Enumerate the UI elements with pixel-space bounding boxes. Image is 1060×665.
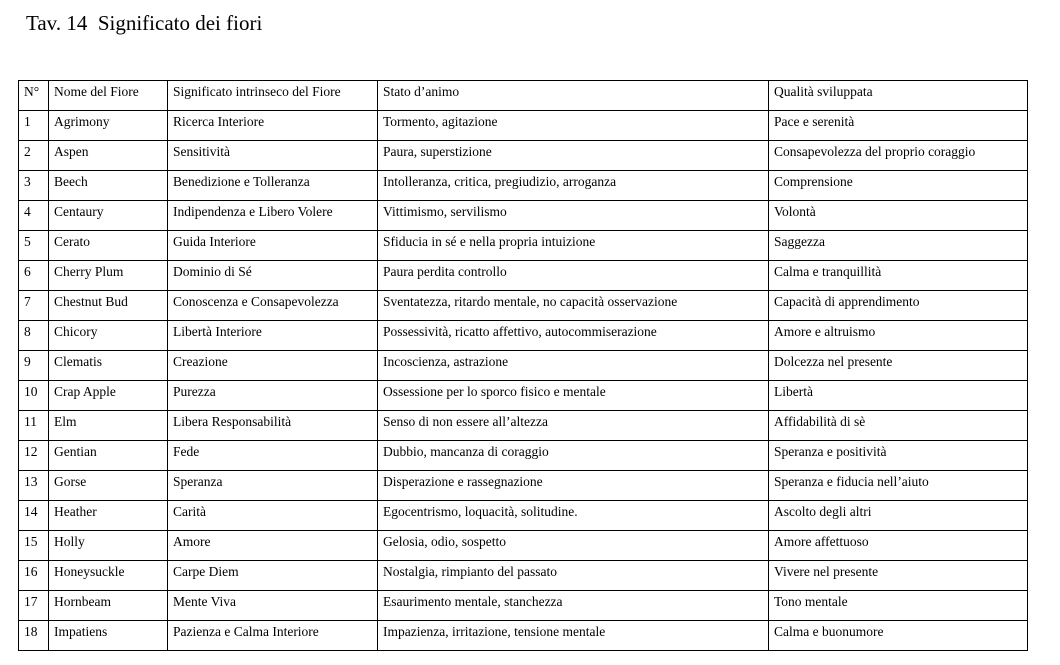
cell-state-of-mind: Nostalgia, rimpianto del passato [378, 561, 769, 591]
cell-developed-quality: Calma e tranquillità [769, 261, 1028, 291]
cell-intrinsic-meaning: Pazienza e Calma Interiore [168, 621, 378, 651]
cell-intrinsic-meaning: Libertà Interiore [168, 321, 378, 351]
cell-number: 1 [19, 111, 49, 141]
cell-developed-quality: Vivere nel presente [769, 561, 1028, 591]
cell-number: 10 [19, 381, 49, 411]
cell-flower-name: Gentian [49, 441, 168, 471]
cell-state-of-mind: Disperazione e rassegnazione [378, 471, 769, 501]
cell-intrinsic-meaning: Mente Viva [168, 591, 378, 621]
cell-intrinsic-meaning: Carità [168, 501, 378, 531]
table-row [19, 291, 1028, 321]
cell-developed-quality: Consapevolezza del proprio coraggio [769, 141, 1028, 171]
cell-state-of-mind: Sfiducia in sé e nella propria intuizione [378, 231, 769, 261]
cell-number: 17 [19, 591, 49, 621]
table-row [19, 531, 1028, 561]
cell-developed-quality: Speranza e fiducia nell’aiuto [769, 471, 1028, 501]
table-row [19, 621, 1028, 651]
cell-flower-name: Heather [49, 501, 168, 531]
cell-number: 6 [19, 261, 49, 291]
cell-flower-name: Aspen [49, 141, 168, 171]
cell-state-of-mind: Incoscienza, astrazione [378, 351, 769, 381]
table-row [19, 501, 1028, 531]
table-row [19, 411, 1028, 441]
table-row [19, 171, 1028, 201]
header-intrinsic-meaning: Significato intrinseco del Fiore [168, 81, 378, 111]
cell-developed-quality: Ascolto degli altri [769, 501, 1028, 531]
cell-number: 5 [19, 231, 49, 261]
cell-flower-name: Crap Apple [49, 381, 168, 411]
cell-number: 12 [19, 441, 49, 471]
cell-intrinsic-meaning: Creazione [168, 351, 378, 381]
cell-number: 2 [19, 141, 49, 171]
cell-flower-name: Agrimony [49, 111, 168, 141]
cell-intrinsic-meaning: Purezza [168, 381, 378, 411]
cell-intrinsic-meaning: Fede [168, 441, 378, 471]
cell-flower-name: Honeysuckle [49, 561, 168, 591]
table-row [19, 441, 1028, 471]
cell-developed-quality: Amore e altruismo [769, 321, 1028, 351]
cell-developed-quality: Capacità di apprendimento [769, 291, 1028, 321]
table-row [19, 261, 1028, 291]
cell-developed-quality: Dolcezza nel presente [769, 351, 1028, 381]
cell-number: 14 [19, 501, 49, 531]
cell-number: 9 [19, 351, 49, 381]
table-body [19, 111, 1028, 651]
cell-state-of-mind: Paura perdita controllo [378, 261, 769, 291]
cell-flower-name: Hornbeam [49, 591, 168, 621]
table-row [19, 141, 1028, 171]
cell-intrinsic-meaning: Conoscenza e Consapevolezza [168, 291, 378, 321]
header-number: N° [19, 81, 49, 111]
cell-flower-name: Centaury [49, 201, 168, 231]
cell-flower-name: Cerato [49, 231, 168, 261]
cell-developed-quality: Tono mentale [769, 591, 1028, 621]
cell-developed-quality: Libertà [769, 381, 1028, 411]
table-row [19, 321, 1028, 351]
cell-developed-quality: Volontà [769, 201, 1028, 231]
flower-meaning-table [18, 80, 1028, 651]
cell-state-of-mind: Intolleranza, critica, pregiudizio, arroganza [378, 171, 769, 201]
cell-state-of-mind: Egocentrismo, loquacità, solitudine. [378, 501, 769, 531]
header-state-of-mind: Stato d’animo [378, 81, 769, 111]
cell-flower-name: Clematis [49, 351, 168, 381]
table-header-row [19, 81, 1028, 111]
cell-developed-quality: Amore affettuoso [769, 531, 1028, 561]
cell-state-of-mind: Esaurimento mentale, stanchezza [378, 591, 769, 621]
cell-developed-quality: Pace e serenità [769, 111, 1028, 141]
table-row [19, 471, 1028, 501]
cell-developed-quality: Affidabilità di sè [769, 411, 1028, 441]
cell-flower-name: Chestnut Bud [49, 291, 168, 321]
cell-developed-quality: Saggezza [769, 231, 1028, 261]
cell-state-of-mind: Impazienza, irritazione, tensione mentale [378, 621, 769, 651]
table-row [19, 201, 1028, 231]
cell-intrinsic-meaning: Ricerca Interiore [168, 111, 378, 141]
cell-flower-name: Cherry Plum [49, 261, 168, 291]
cell-number: 11 [19, 411, 49, 441]
cell-developed-quality: Comprensione [769, 171, 1028, 201]
header-developed-quality: Qualità sviluppata [769, 81, 1028, 111]
cell-flower-name: Elm [49, 411, 168, 441]
cell-state-of-mind: Gelosia, odio, sospetto [378, 531, 769, 561]
cell-developed-quality: Calma e buonumore [769, 621, 1028, 651]
cell-number: 7 [19, 291, 49, 321]
cell-intrinsic-meaning: Amore [168, 531, 378, 561]
cell-flower-name: Holly [49, 531, 168, 561]
cell-intrinsic-meaning: Dominio di Sé [168, 261, 378, 291]
cell-number: 13 [19, 471, 49, 501]
cell-state-of-mind: Dubbio, mancanza di coraggio [378, 441, 769, 471]
cell-intrinsic-meaning: Sensitività [168, 141, 378, 171]
cell-state-of-mind: Possessività, ricatto affettivo, autocommiserazione [378, 321, 769, 351]
cell-state-of-mind: Vittimismo, servilismo [378, 201, 769, 231]
table-row [19, 111, 1028, 141]
header-flower-name: Nome del Fiore [49, 81, 168, 111]
cell-number: 18 [19, 621, 49, 651]
cell-developed-quality: Speranza e positività [769, 441, 1028, 471]
cell-state-of-mind: Sventatezza, ritardo mentale, no capacità osservazione [378, 291, 769, 321]
cell-intrinsic-meaning: Speranza [168, 471, 378, 501]
cell-number: 16 [19, 561, 49, 591]
cell-flower-name: Beech [49, 171, 168, 201]
cell-intrinsic-meaning: Libera Responsabilità [168, 411, 378, 441]
table-row [19, 351, 1028, 381]
cell-flower-name: Gorse [49, 471, 168, 501]
cell-number: 3 [19, 171, 49, 201]
table-row [19, 561, 1028, 591]
table-row [19, 381, 1028, 411]
cell-state-of-mind: Ossessione per lo sporco fisico e mentale [378, 381, 769, 411]
cell-state-of-mind: Paura, superstizione [378, 141, 769, 171]
cell-flower-name: Chicory [49, 321, 168, 351]
cell-state-of-mind: Senso di non essere all’altezza [378, 411, 769, 441]
cell-state-of-mind: Tormento, agitazione [378, 111, 769, 141]
cell-number: 4 [19, 201, 49, 231]
document-title: Tav. 14 Significato dei fiori [26, 11, 263, 35]
cell-number: 15 [19, 531, 49, 561]
cell-intrinsic-meaning: Carpe Diem [168, 561, 378, 591]
table-row [19, 231, 1028, 261]
cell-flower-name: Impatiens [49, 621, 168, 651]
table-row [19, 591, 1028, 621]
cell-number: 8 [19, 321, 49, 351]
cell-intrinsic-meaning: Guida Interiore [168, 231, 378, 261]
cell-intrinsic-meaning: Indipendenza e Libero Volere [168, 201, 378, 231]
cell-intrinsic-meaning: Benedizione e Tolleranza [168, 171, 378, 201]
